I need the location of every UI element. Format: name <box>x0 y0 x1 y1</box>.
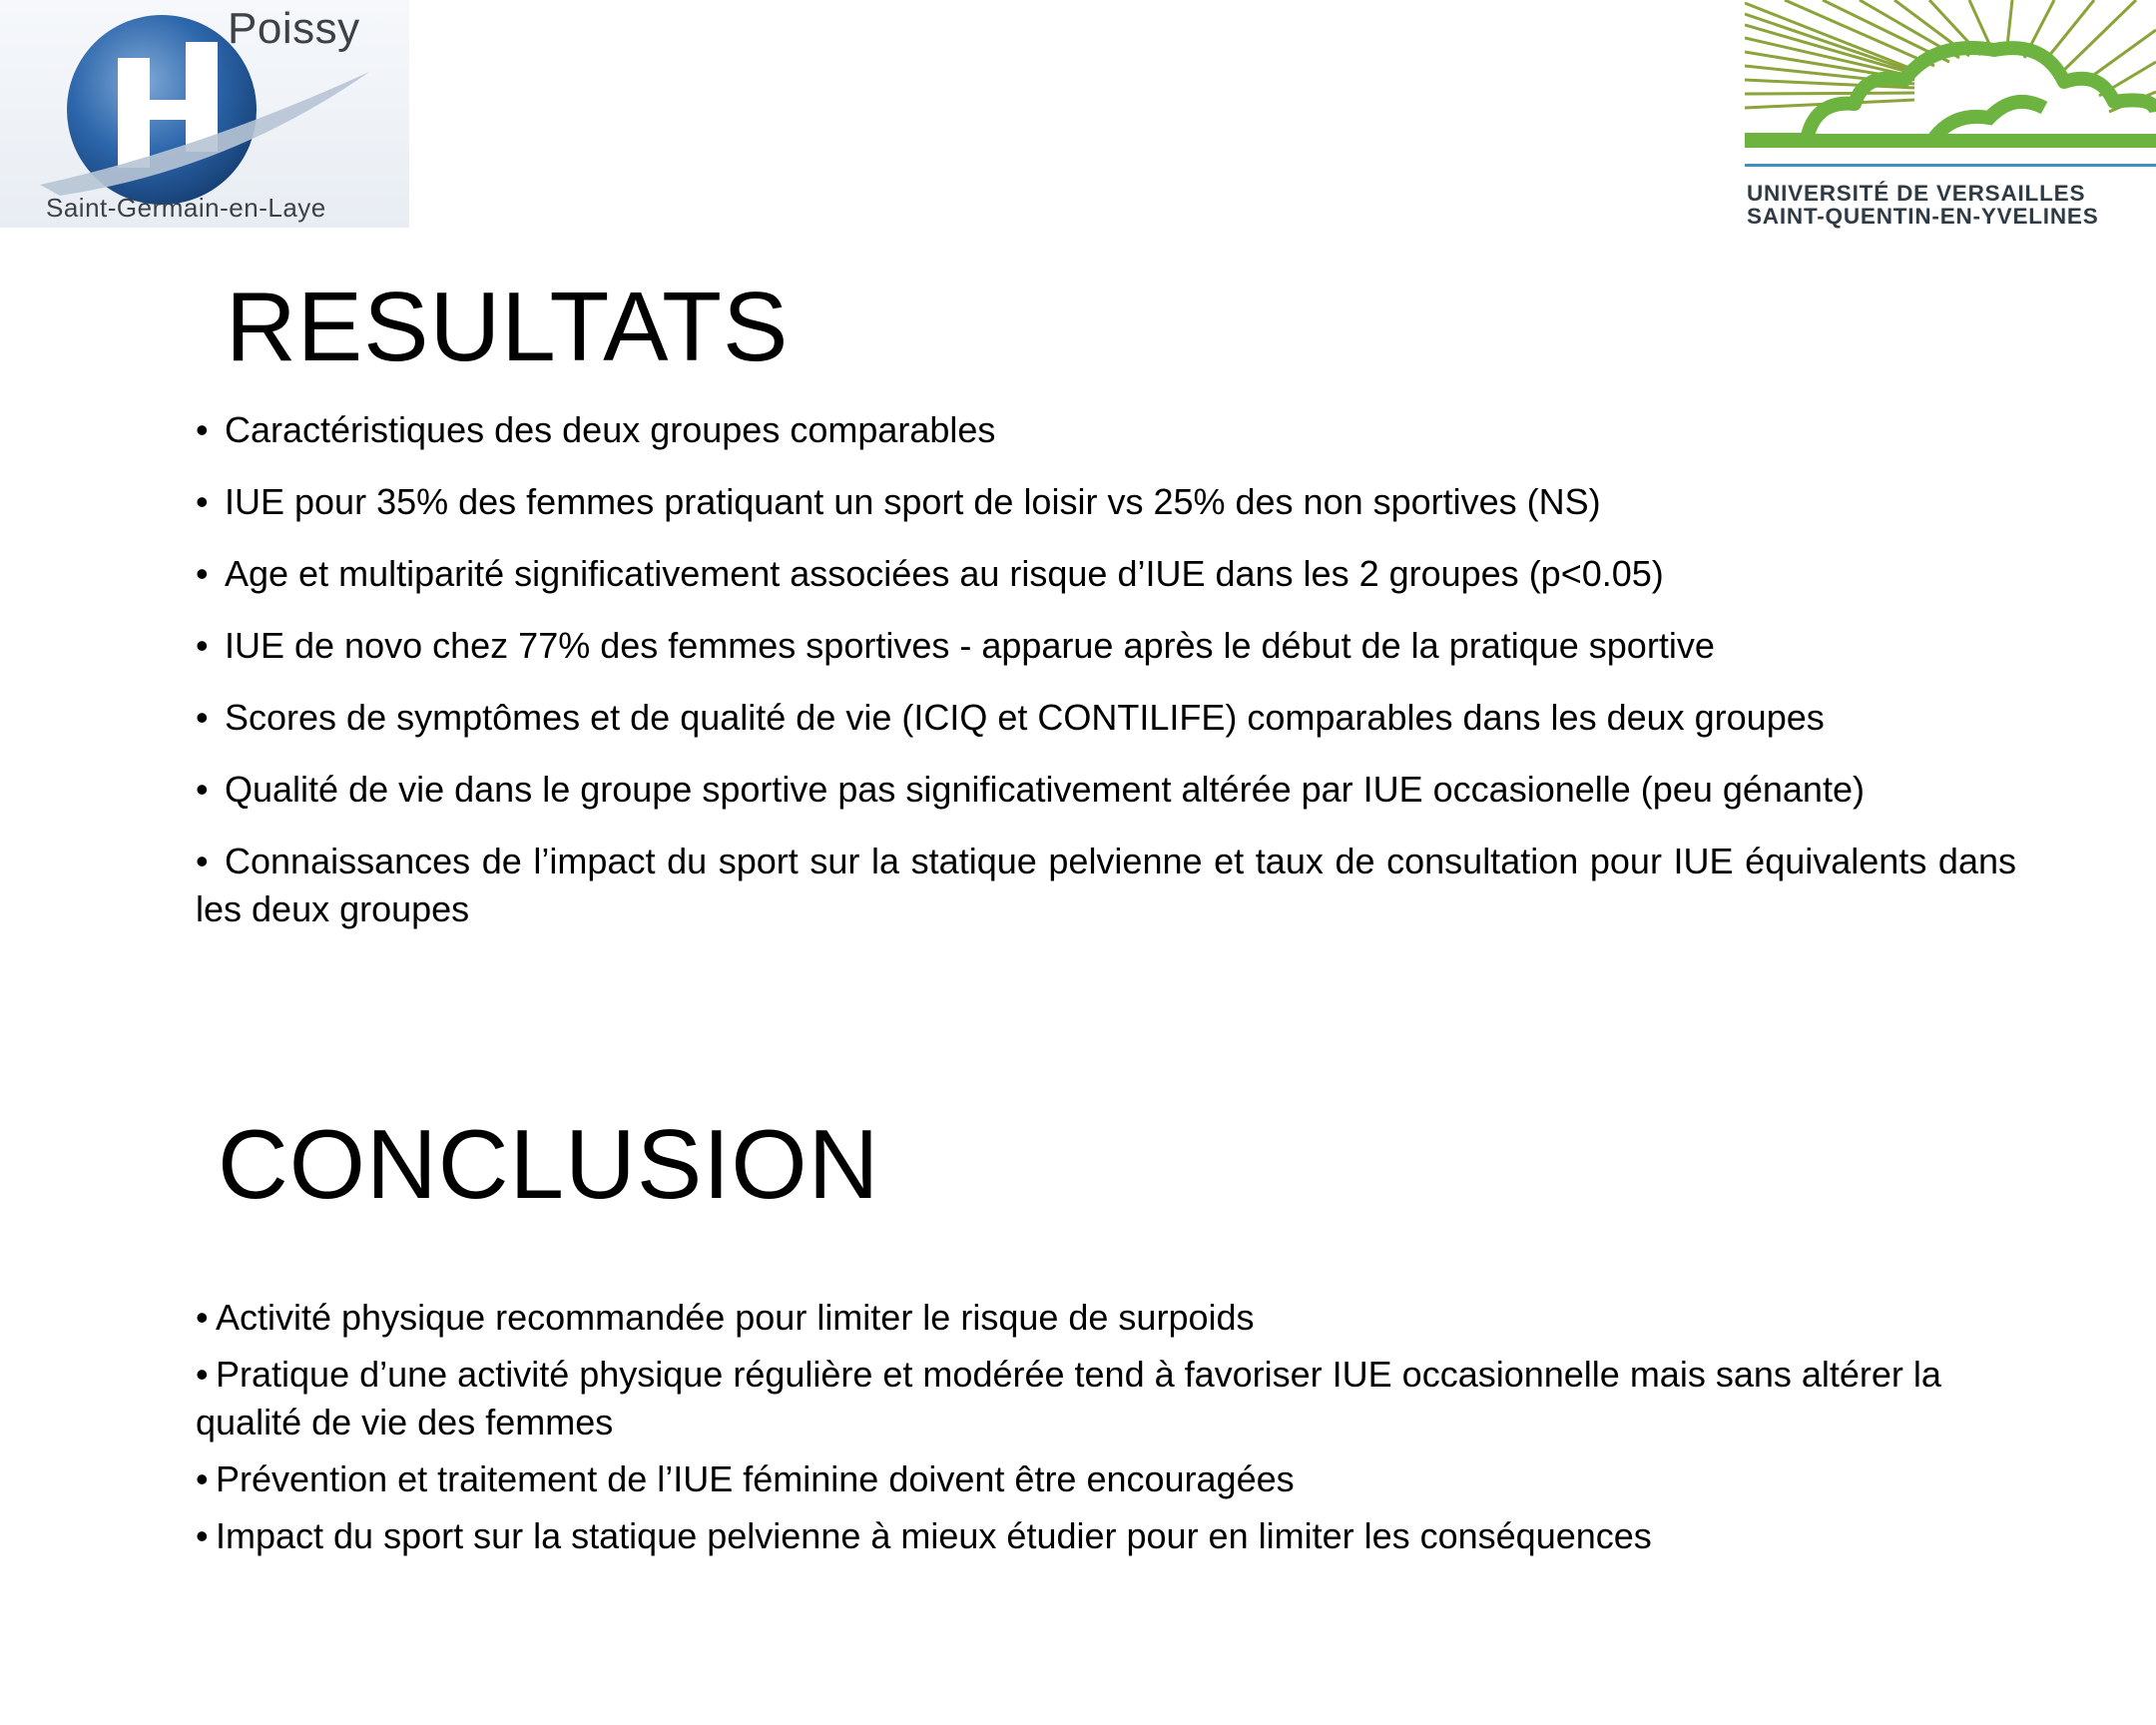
bullet-icon: • <box>196 1515 209 1556</box>
bullet-icon: • <box>196 481 209 522</box>
list-item <box>196 406 2016 454</box>
bullet-icon: • <box>196 553 209 594</box>
list-item <box>196 550 2016 598</box>
result-text: Scores de symptômes et de qualité de vie (ICIQ et CONTILIFE) comparables dans les deux groupes <box>225 697 1825 738</box>
result-text: Connaissances de l’impact du sport sur la statique pelvienne et taux de consultation pour IUE équivalents dans les deux groupes <box>196 841 2016 929</box>
bullet-icon: • <box>196 1458 209 1499</box>
list-item <box>196 766 2016 814</box>
list-item <box>196 1455 2016 1503</box>
list-item <box>196 838 2016 933</box>
list-item <box>196 478 2016 526</box>
result-text: Caractéristiques des deux groupes comparables <box>225 409 996 450</box>
logo-city-poissy: Poissy <box>228 4 360 53</box>
results-list <box>196 406 2016 957</box>
university-logo <box>1745 0 2156 232</box>
conclusion-text: Pratique d’une activité physique régulière et modérée tend à favoriser IUE occasionnelle mais sans altérer la qualité de vie des femmes <box>196 1354 1941 1442</box>
university-name-line1: UNIVERSITÉ DE VERSAILLES <box>1747 181 2086 206</box>
conclusion-text: Prévention et traitement de l’IUE féminine doivent être encouragées <box>216 1458 1295 1499</box>
list-item <box>196 1351 2016 1446</box>
conclusion-text: Activité physique recommandée pour limiter le risque de surpoids <box>216 1297 1255 1338</box>
result-text: IUE de novo chez 77% des femmes sportives - apparue après le début de la pratique sportive <box>225 625 1715 666</box>
conclusion-text: Impact du sport sur la statique pelvienne à mieux étudier pour en limiter les conséquences <box>216 1515 1652 1556</box>
bullet-icon: • <box>196 697 209 738</box>
logo-city-saint-germain: Saint-Germain-en-Laye <box>46 193 326 223</box>
bullet-icon: • <box>196 1297 209 1338</box>
result-text: Age et multiparité significativement associées au risque d’IUE dans les 2 groupes (p<0.05) <box>225 553 1664 594</box>
bullet-icon: • <box>196 625 209 666</box>
conclusion-heading: CONCLUSION <box>218 1109 880 1219</box>
conclusion-list <box>196 1294 2016 1569</box>
hospital-logo <box>0 0 409 228</box>
result-text: Qualité de vie dans le groupe sportive pas significativement altérée par IUE occasionelle (peu génante) <box>225 769 1865 810</box>
bullet-icon: • <box>196 409 209 450</box>
list-item <box>196 1512 2016 1560</box>
bullet-icon: • <box>196 1354 209 1395</box>
result-text: IUE pour 35% des femmes pratiquant un sport de loisir vs 25% des non sportives (NS) <box>225 481 1601 522</box>
list-item <box>196 622 2016 670</box>
bullet-icon: • <box>196 841 209 881</box>
list-item <box>196 694 2016 742</box>
bullet-icon: • <box>196 769 209 810</box>
list-item <box>196 1294 2016 1342</box>
results-heading: RESULTATS <box>226 272 790 381</box>
university-sun-cloud-icon <box>1745 0 2156 180</box>
university-name-line2: SAINT-QUENTIN-EN-YVELINES <box>1747 204 2099 229</box>
